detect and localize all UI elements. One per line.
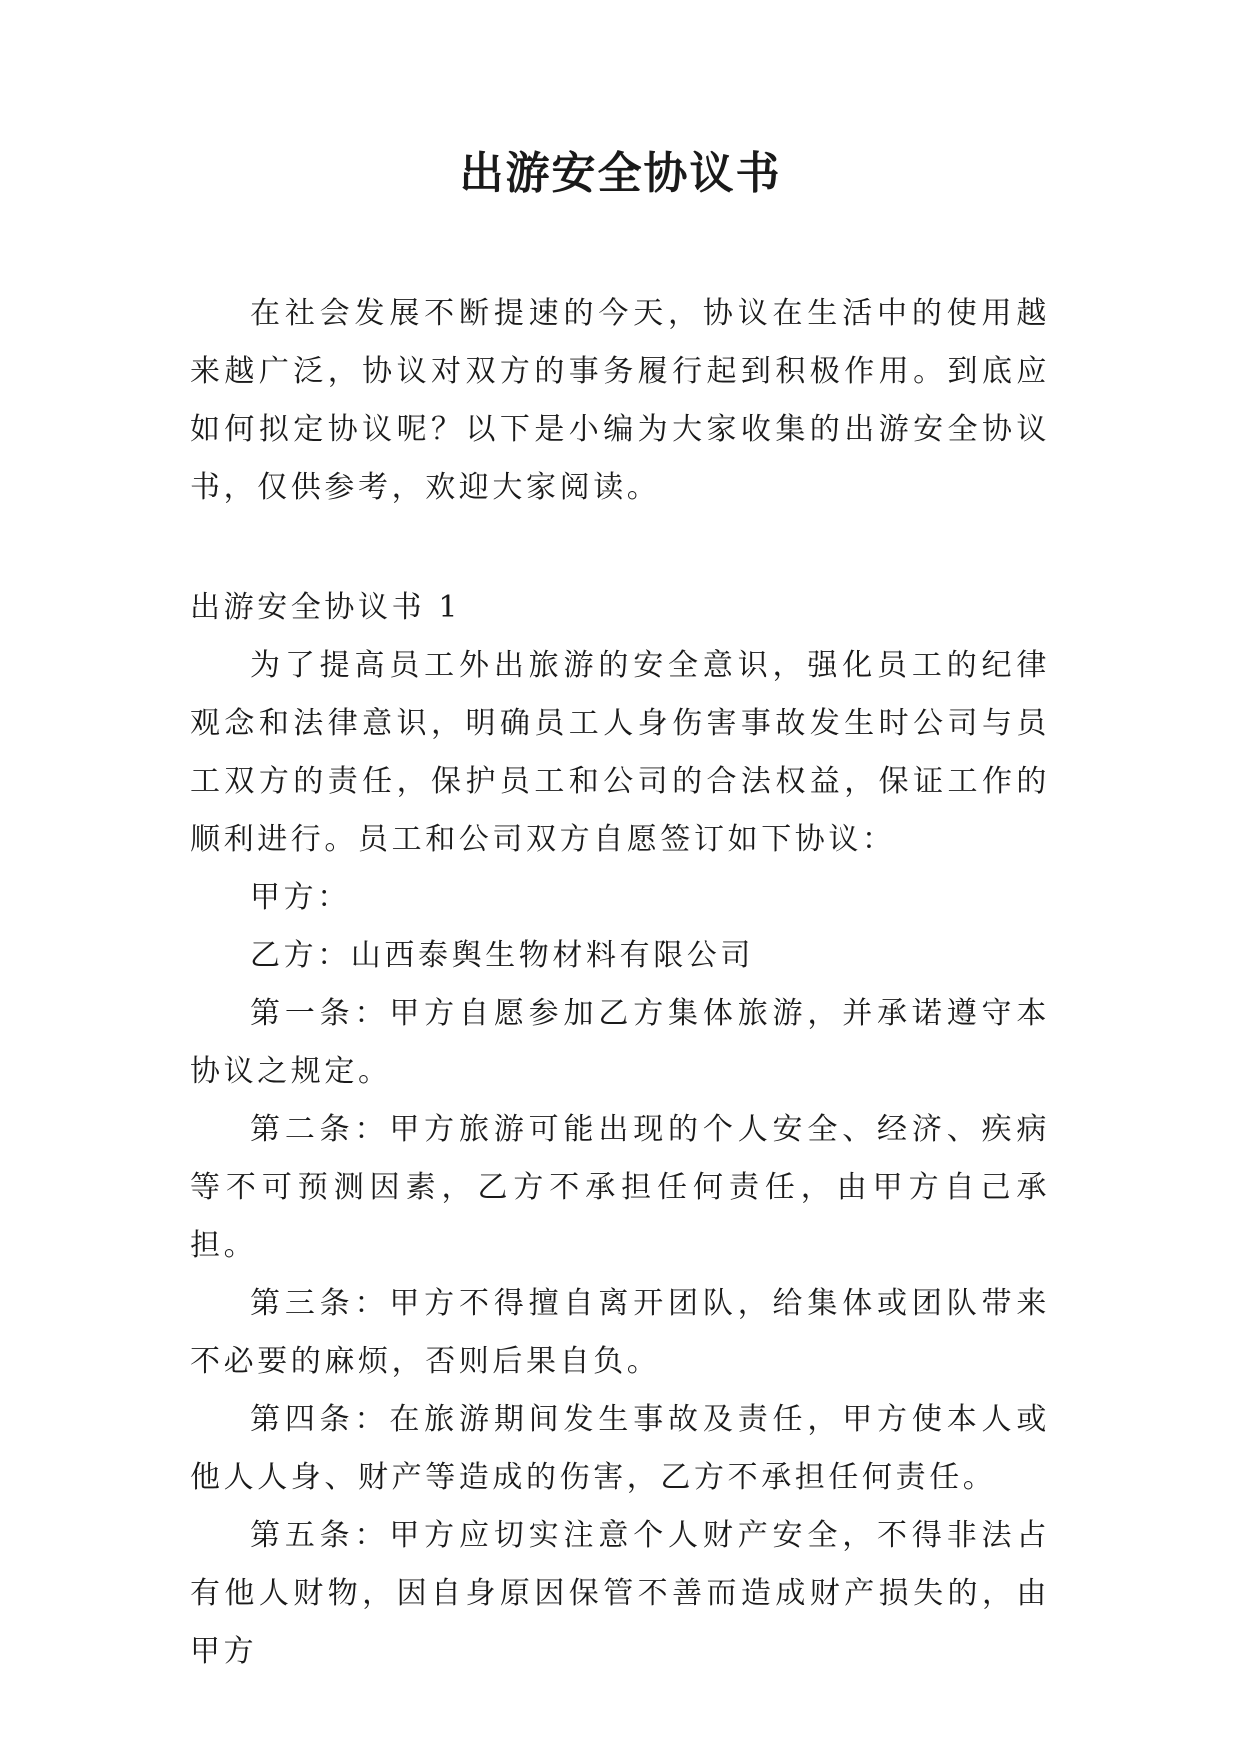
intro-block bbox=[190, 285, 1050, 517]
paragraph-party-a: 甲方： bbox=[250, 880, 351, 915]
agreement-block bbox=[190, 579, 1050, 1681]
document-title: 出游安全协议书 bbox=[459, 148, 782, 199]
paragraph-article-3: 第三条：甲方不得擅自离开团队，给集体或团队带来不必要的麻烦，否则后果自负。 bbox=[190, 1286, 1050, 1379]
paragraph-party-b: 乙方：山西泰舆生物材料有限公司 bbox=[250, 938, 754, 973]
paragraph-article-5: 第五条：甲方应切实注意个人财产安全，不得非法占有他人财物，因自身原因保管不善而造成财产损失的，由甲方 bbox=[190, 1518, 1050, 1669]
section-heading: 出游安全协议书 1 bbox=[190, 590, 462, 625]
paragraph-article-4: 第四条：在旅游期间发生事故及责任，甲方使本人或他人人身、财产等造成的伤害，乙方不承担任何责任。 bbox=[190, 1402, 1050, 1495]
paragraph-article-1: 第一条：甲方自愿参加乙方集体旅游，并承诺遵守本协议之规定。 bbox=[190, 996, 1050, 1089]
intro-paragraph: 在社会发展不断提速的今天，协议在生活中的使用越来越广泛，协议对双方的事务履行起到积极作用。到底应如何拟定协议呢？以下是小编为大家收集的出游安全协议书，仅供参考，欢迎大家阅读。 bbox=[190, 296, 1050, 505]
paragraph-article-2: 第二条：甲方旅游可能出现的个人安全、经济、疾病等不可预测因素，乙方不承担任何责任，由甲方自己承担。 bbox=[190, 1112, 1050, 1263]
paragraph-preamble: 为了提高员工外出旅游的安全意识，强化员工的纪律观念和法律意识，明确员工人身伤害事故发生时公司与员工双方的责任，保护员工和公司的合法权益，保证工作的顺利进行。员工和公司双方自愿签订如下协议： bbox=[190, 648, 1050, 857]
